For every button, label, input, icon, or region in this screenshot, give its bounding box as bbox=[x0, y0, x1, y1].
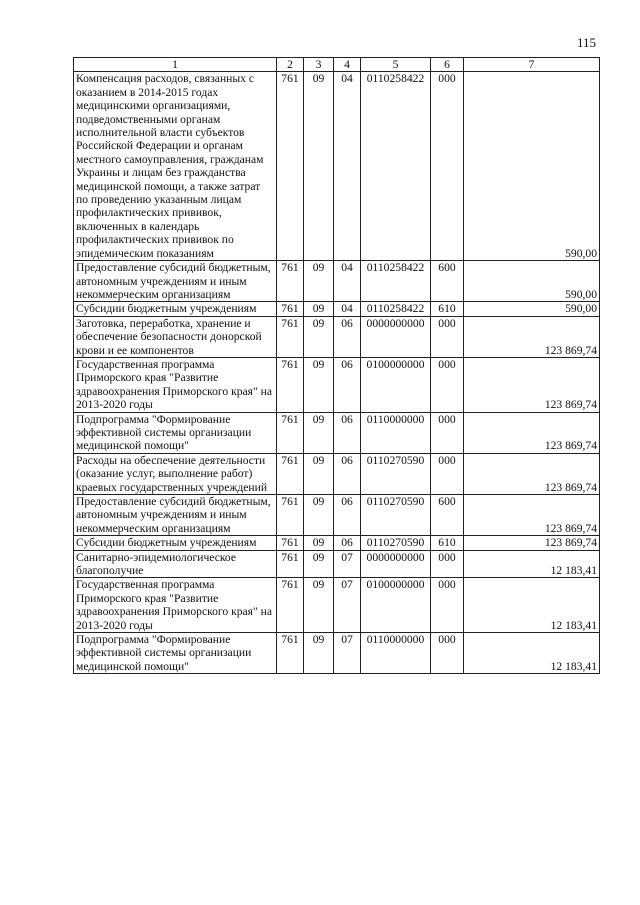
header-cell: 6 bbox=[431, 58, 464, 72]
row-name-cell: Заготовка, переработка, хранение и обеспечение безопасности донорской крови и ее компонентов bbox=[74, 316, 277, 357]
table-row bbox=[74, 261, 600, 302]
row-target-article-cell: 0110000000 bbox=[361, 412, 431, 453]
row-target-article-cell: 0000000000 bbox=[361, 550, 431, 578]
row-amount-cell: 123 869,74 bbox=[464, 453, 600, 494]
row-admin-code-cell: 761 bbox=[277, 261, 304, 302]
row-amount-cell: 123 869,74 bbox=[464, 357, 600, 412]
row-section-cell: 09 bbox=[304, 302, 334, 316]
row-section-cell: 09 bbox=[304, 412, 334, 453]
budget-table bbox=[73, 57, 600, 674]
row-section-cell: 09 bbox=[304, 578, 334, 633]
row-subsection-cell: 06 bbox=[334, 357, 361, 412]
row-expense-type-cell: 600 bbox=[431, 495, 464, 536]
row-name-cell: Государственная программа Приморского края "Развитие здравоохранения Приморского края" на 2013-2020 годы bbox=[74, 578, 277, 633]
row-name-cell: Предоставление субсидий бюджетным, автономным учреждениям и иным некоммерческим организациям bbox=[74, 261, 277, 302]
row-section-cell: 09 bbox=[304, 536, 334, 550]
row-name-cell: Предоставление субсидий бюджетным, автономным учреждениям и иным некоммерческим организациям bbox=[74, 495, 277, 536]
table-row bbox=[74, 550, 600, 578]
row-admin-code-cell: 761 bbox=[277, 633, 304, 674]
row-admin-code-cell: 761 bbox=[277, 412, 304, 453]
row-amount-cell: 12 183,41 bbox=[464, 633, 600, 674]
row-target-article-cell: 0000000000 bbox=[361, 316, 431, 357]
row-admin-code-cell: 761 bbox=[277, 302, 304, 316]
row-expense-type-cell: 000 bbox=[431, 550, 464, 578]
row-expense-type-cell: 000 bbox=[431, 453, 464, 494]
row-expense-type-cell: 000 bbox=[431, 633, 464, 674]
table-row bbox=[74, 72, 600, 261]
row-name-cell: Подпрограмма "Формирование эффективной системы организации медицинской помощи" bbox=[74, 633, 277, 674]
page-number: 115 bbox=[576, 35, 596, 50]
row-subsection-cell: 07 bbox=[334, 633, 361, 674]
row-name-cell: Расходы на обеспечение деятельности (оказание услуг, выполнение работ) краевых государственных учреждений bbox=[74, 453, 277, 494]
row-section-cell: 09 bbox=[304, 357, 334, 412]
row-subsection-cell: 06 bbox=[334, 495, 361, 536]
table-row bbox=[74, 578, 600, 633]
row-admin-code-cell: 761 bbox=[277, 550, 304, 578]
table-row bbox=[74, 633, 600, 674]
row-expense-type-cell: 000 bbox=[431, 357, 464, 412]
row-target-article-cell: 0100000000 bbox=[361, 578, 431, 633]
row-section-cell: 09 bbox=[304, 316, 334, 357]
row-target-article-cell: 0100000000 bbox=[361, 357, 431, 412]
row-section-cell: 09 bbox=[304, 550, 334, 578]
row-target-article-cell: 0110000000 bbox=[361, 633, 431, 674]
header-cell: 7 bbox=[464, 58, 600, 72]
row-subsection-cell: 06 bbox=[334, 412, 361, 453]
row-subsection-cell: 04 bbox=[334, 302, 361, 316]
header-cell: 3 bbox=[304, 58, 334, 72]
row-admin-code-cell: 761 bbox=[277, 316, 304, 357]
header-cell: 1 bbox=[74, 58, 277, 72]
row-name-cell: Государственная программа Приморского края "Развитие здравоохранения Приморского края" на 2013-2020 годы bbox=[74, 357, 277, 412]
row-name-cell: Санитарно-эпидемиологическое благополучие bbox=[74, 550, 277, 578]
row-target-article-cell: 0110258422 bbox=[361, 72, 431, 261]
row-target-article-cell: 0110270590 bbox=[361, 536, 431, 550]
row-amount-cell: 123 869,74 bbox=[464, 536, 600, 550]
row-admin-code-cell: 761 bbox=[277, 536, 304, 550]
row-subsection-cell: 06 bbox=[334, 453, 361, 494]
row-admin-code-cell: 761 bbox=[277, 72, 304, 261]
row-subsection-cell: 04 bbox=[334, 261, 361, 302]
row-subsection-cell: 07 bbox=[334, 578, 361, 633]
row-target-article-cell: 0110270590 bbox=[361, 495, 431, 536]
table-row bbox=[74, 357, 600, 412]
row-amount-cell: 590,00 bbox=[464, 72, 600, 261]
table-row bbox=[74, 495, 600, 536]
row-expense-type-cell: 610 bbox=[431, 302, 464, 316]
row-amount-cell: 123 869,74 bbox=[464, 412, 600, 453]
table-row bbox=[74, 302, 600, 316]
row-amount-cell: 12 183,41 bbox=[464, 550, 600, 578]
row-subsection-cell: 06 bbox=[334, 536, 361, 550]
row-amount-cell: 12 183,41 bbox=[464, 578, 600, 633]
row-section-cell: 09 bbox=[304, 72, 334, 261]
row-subsection-cell: 06 bbox=[334, 316, 361, 357]
row-expense-type-cell: 610 bbox=[431, 536, 464, 550]
header-cell: 4 bbox=[334, 58, 361, 72]
header-cell: 2 bbox=[277, 58, 304, 72]
row-subsection-cell: 04 bbox=[334, 72, 361, 261]
table-row bbox=[74, 536, 600, 550]
row-name-cell: Подпрограмма "Формирование эффективной системы организации медицинской помощи" bbox=[74, 412, 277, 453]
table-row bbox=[74, 453, 600, 494]
row-amount-cell: 590,00 bbox=[464, 261, 600, 302]
row-target-article-cell: 0110258422 bbox=[361, 302, 431, 316]
row-expense-type-cell: 000 bbox=[431, 412, 464, 453]
row-admin-code-cell: 761 bbox=[277, 495, 304, 536]
row-section-cell: 09 bbox=[304, 633, 334, 674]
row-name-cell: Компенсация расходов, связанных с оказанием в 2014-2015 годах медицинскими организациями, подведомственными органам исполнительной власти субъектов Российской Федерации и органам местного самоуправления, гражданам Украины и лицам без гражданства медицинской помощи, а также затрат по проведению указанным лицам профилактических прививок, включенных в календарь профилактических прививок по эпидемическим показаниям bbox=[74, 72, 277, 261]
row-expense-type-cell: 000 bbox=[431, 578, 464, 633]
row-subsection-cell: 07 bbox=[334, 550, 361, 578]
row-section-cell: 09 bbox=[304, 453, 334, 494]
row-amount-cell: 590,00 bbox=[464, 302, 600, 316]
row-target-article-cell: 0110258422 bbox=[361, 261, 431, 302]
row-amount-cell: 123 869,74 bbox=[464, 495, 600, 536]
row-admin-code-cell: 761 bbox=[277, 453, 304, 494]
row-amount-cell: 123 869,74 bbox=[464, 316, 600, 357]
row-expense-type-cell: 000 bbox=[431, 72, 464, 261]
header-row bbox=[74, 58, 600, 72]
row-name-cell: Субсидии бюджетным учреждениям bbox=[74, 536, 277, 550]
row-expense-type-cell: 600 bbox=[431, 261, 464, 302]
row-admin-code-cell: 761 bbox=[277, 357, 304, 412]
row-target-article-cell: 0110270590 bbox=[361, 453, 431, 494]
table-row bbox=[74, 316, 600, 357]
row-section-cell: 09 bbox=[304, 261, 334, 302]
row-expense-type-cell: 000 bbox=[431, 316, 464, 357]
row-name-cell: Субсидии бюджетным учреждениям bbox=[74, 302, 277, 316]
header-cell: 5 bbox=[361, 58, 431, 72]
row-section-cell: 09 bbox=[304, 495, 334, 536]
table-row bbox=[74, 412, 600, 453]
row-admin-code-cell: 761 bbox=[277, 578, 304, 633]
